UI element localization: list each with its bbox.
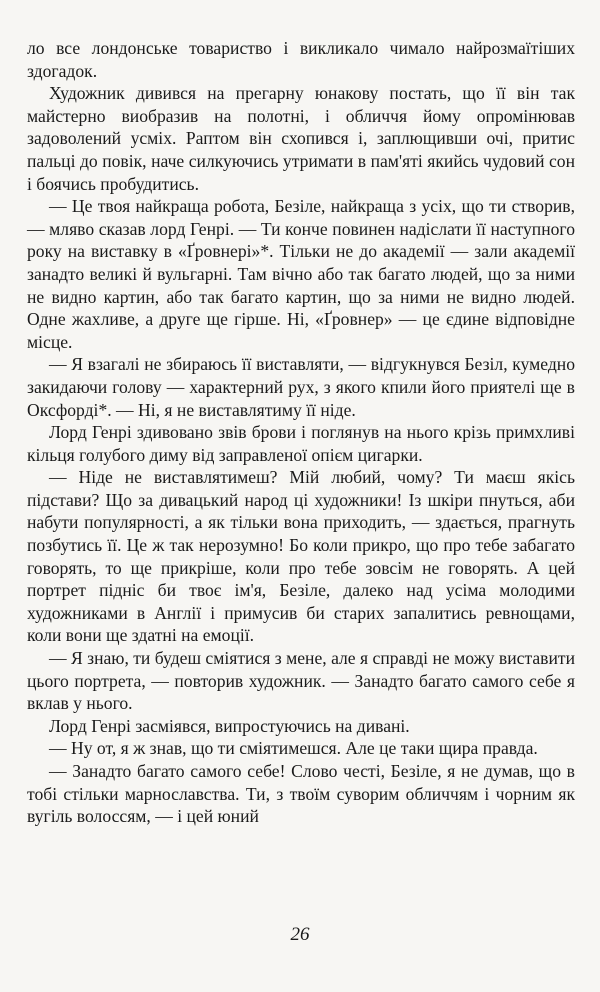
page-number: 26 — [290, 924, 310, 945]
paragraph: — Занадто багато самого себе! Слово честі, Безіле, я не думав, що в тобі стільки марнославства. Ти, з твоїм суворим обличчям і чорним як вугіль волоссям, — і цей юний — [27, 761, 575, 827]
paragraph: Художник дивився на прегарну юнакову постать, що її він так майстерно виобразив на полотні, і обличчя йому опромінював задоволений усміх. Раптом він схопився і, заплющивши очі, притис пальці до повік, наче силкуючись утримати в пам'яті якийсь чудовий сон і боячись пробудитись. — [27, 83, 575, 194]
body-text — [27, 37, 575, 828]
paragraph: — Я взагалі не збираюсь її виставляти, — відгукнувся Безіл, кумедно закидаючи голову — характерний рух, з якого кпили його приятелі ще в Оксфорді*. — Ні, я не виставлятиму її ніде. — [27, 354, 575, 420]
paragraph: ло все лондонське товариство і викликало чимало найрозмаїтіших здогадок. — [27, 38, 575, 81]
paragraph: — Це твоя найкраща робота, Безіле, найкраща з усіх, що ти створив, — мляво сказав лорд Генрі. — Ти конче повинен надіслати її наступного року на виставку в «Ґровнері»*. Тільки не до академії — зали академії занадто великі й вульгарні. Там вічно або так багато людей, що за ними не видно картин, або так багато картин, що за ними не видно людей. Одне жахливе, а друге ще гірше. Ні, «Ґровнер» — це єдине відповідне місце. — [27, 196, 575, 352]
paragraph: Лорд Генрі здивовано звів брови і поглянув на нього крізь примхливі кільця голубого диму від заправленої опієм цигарки. — [27, 422, 575, 465]
paragraph: — Ну от, я ж знав, що ти сміятимешся. Але це таки щира правда. — [49, 738, 538, 759]
paragraph: — Я знаю, ти будеш сміятися з мене, але я справді не можу виставити цього портрета, — повторив художник. — Занадто багато самого себе я вклав у нього. — [27, 648, 575, 714]
paragraph: Лорд Генрі засміявся, випростуючись на дивані. — [49, 715, 410, 736]
paragraph: — Ніде не виставлятимеш? Мій любий, чому? Ти маєш якісь підстави? Що за дивацький народ ці художники! Із шкіри пнуться, аби набути популярності, а як тільки вона приходить, — здається, прагнуть позбутись її. Це ж так нерозумно! Бо коли прикро, що про тебе забагато говорять, то ще прикріше, коли про тебе зовсім не говорять. А цей портрет підніс би твоє ім'я, Безіле, далеко над усіма молодими художниками в Англії і примусив би старих запалитись ревнощами, коли вони ще здатні на емоції. — [27, 467, 575, 646]
